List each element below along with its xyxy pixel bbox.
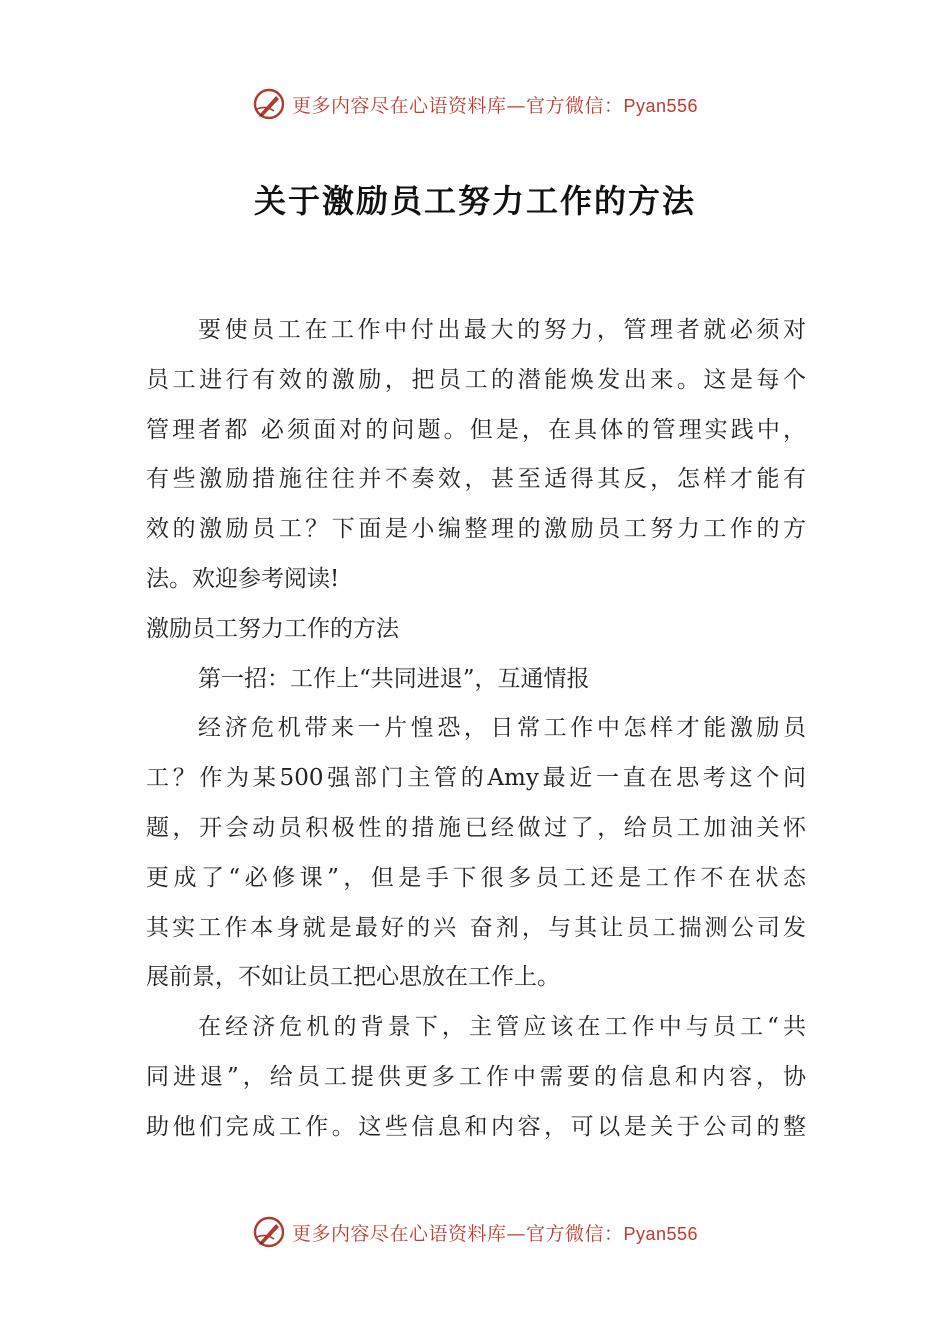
footer-banner-text: 更多内容尽在心语资料库—官方微信：Pyan556	[291, 1222, 699, 1245]
document-title: 关于激励员工努力工作的方法	[253, 182, 696, 220]
text-line: 展前景，不如让员工把心思放在工作上。	[146, 964, 560, 991]
header-banner	[0, 84, 950, 124]
text-line: 更成了“必修课”，但是手下很多员工还是工作不在状态	[146, 864, 806, 891]
section-heading: 激励员工努力工作的方法	[146, 615, 399, 642]
pen-logo-icon	[252, 1215, 286, 1249]
text-line: 工？作为某500强部门主管的Amy最近一直在思考这个问	[146, 765, 806, 792]
footer-banner	[0, 1212, 950, 1252]
text-line: 同进退”，给员工提供更多工作中需要的信息和内容，协	[146, 1063, 806, 1090]
text-line: 助他们完成工作。这些信息和内容，可以是关于公司的整	[146, 1113, 806, 1140]
text-line: 要使员工在工作中付出最大的努力，管理者就必须对	[198, 317, 806, 343]
text-line: 效的激励员工？下面是小编整理的激励员工努力工作的方	[146, 516, 806, 543]
text-line: 经济危机带来一片惶恐，日常工作中怎样才能激励员	[198, 715, 806, 742]
text-line: 法。欢迎参考阅读!	[146, 565, 340, 592]
text-line: 员工进行有效的激励，把员工的潜能焕发出来。这是每个	[146, 366, 806, 393]
text-line: 在经济危机的背景下，主管应该在工作中与员工“共	[198, 1014, 806, 1041]
text-line: 有些激励措施往往并不奏效，甚至适得其反，怎样才能有	[146, 466, 806, 493]
pen-logo-icon	[252, 87, 286, 121]
document-body	[146, 306, 806, 1153]
text-line: 其实工作本身就是最好的兴 奋剂，与其让员工揣测公司发	[146, 914, 806, 941]
text-line: 题，开会动员积极性的措施已经做过了，给员工加油关怀	[146, 814, 806, 841]
text-line: 管理者都 必须面对的问题。但是，在具体的管理实践中，	[146, 416, 806, 443]
header-banner-text: 更多内容尽在心语资料库—官方微信：Pyan556	[291, 94, 699, 117]
subsection-heading: 第一招：工作上“共同进退”，互通情报	[198, 665, 590, 692]
